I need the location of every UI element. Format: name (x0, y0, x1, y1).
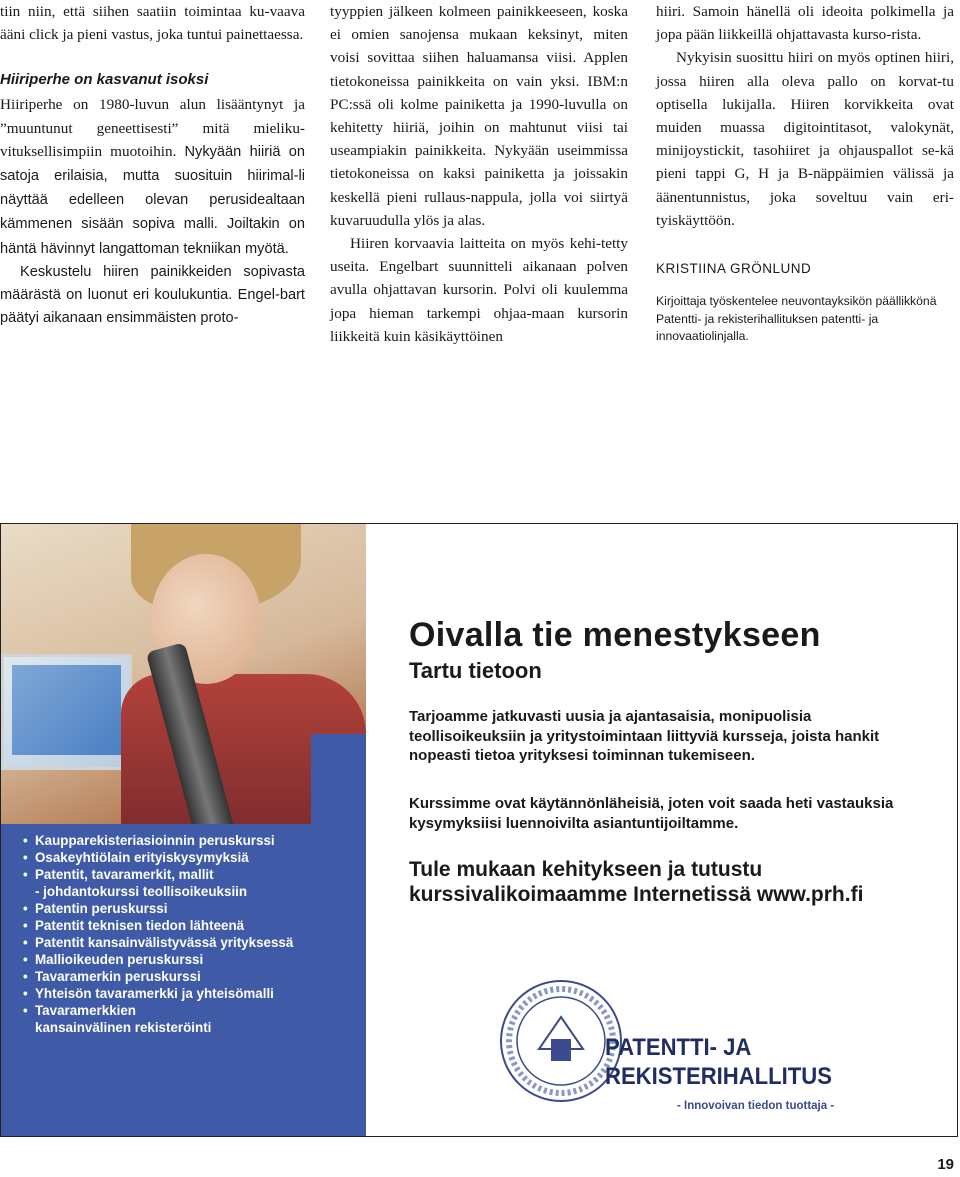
course-item: • Mallioikeuden peruskurssi (23, 951, 368, 968)
organization-name-line-2: REKISTERIHALLITUS (605, 1063, 832, 1090)
section-subheading: Hiiriperhe on kasvanut isoksi (0, 71, 209, 89)
course-item-continuation: kansainvälinen rekisteröinti (35, 1020, 212, 1035)
course-item: • Tavaramerkkien (23, 1002, 368, 1019)
ad-photo-scientist-microscope (1, 524, 366, 1136)
course-item: • Yhteisön tavaramerkki ja yhteisömalli (23, 985, 368, 1002)
paragraph: tyyppien jälkeen kolmeen painikkeeseen, koska ei omien sanojensa mukaan keksinyt, miten voisi sovittaa siihen haluamansa viisi. Applen tietokoneissa painikkeita on vain yksi. IBM:n PC:ssä oli kolme painiketta ja 1990-luvulla on kehitetty hiiriä, joihin on mahtunut viisi tai useampiakin painikkeita. Nykyään useimmissa tietokoneissa on kaksi painiketta ja joissakin keskellä pieni rullaus-nappula, jolla voi siirtyä kuvaruudulla ylös ja alas. (330, 3, 628, 229)
cta-text: Tule mukaan kehitykseen ja tutustu kurssivalikoimaamme Internetissä (409, 858, 763, 906)
course-item: • Tavaramerkin peruskurssi (23, 968, 368, 985)
course-item: • Patentin peruskurssi (23, 900, 368, 917)
ad-paragraph: Tarjoamme jatkuvasti uusia ja ajantasaisia, monipuolisia teollisoikeuksiin ja yritystoimintaan liittyviä kursseja, joista hankit nopeasti tietoa yrityksesi toiminnan tukemiseen. (409, 708, 880, 764)
page-number: 19 (937, 1156, 954, 1173)
paragraph: tiin niin, että siihen saatiin toimintaa ku-vaava ääni click ja pieni vastus, joka tuntui painettaessa. (0, 3, 305, 44)
ad-headline: Oivalla tie menestykseen (409, 616, 821, 654)
ad-paragraph: Kurssimme ovat käytännönläheisiä, joten voit saada heti vastauksia kysymyksiisi luennoivilta asiantuntijoiltamme. (409, 795, 894, 832)
paragraph-text: Hiiriperhe on 1980-luvun alun lisääntynyt ja ”muuntunut geneettisesti” mitä mieliku-vituksellisimpiin muotoihin. (0, 96, 305, 160)
paragraph: Nykyisin suosittu hiiri on myös optinen hiiri, jossa hiiren alla oleva pallo on korvat-tu optisella lukijalla. Hiiren korvikkeita ovat muiden muassa digitointitasot, valokynät, minijoystickit, tasohiiret ja ohjauspallot se-kä pieni tappi G, H ja B-näppäimien välissä ja äänentunnistus, joka soveltuu vain eri-tyiskäyttöön. (656, 49, 954, 229)
paragraph (0, 93, 305, 260)
author-note: Kirjoittaja työskentelee neuvontayksikön päällikkönä Patentti- ja rekisterihallituksen patentti- ja innovaatiolinjalla. (656, 294, 937, 344)
paragraph: Keskustelu hiiren painikkeiden sopivasta määrästä on luonut eri koulukuntia. Engel-bart päätyi aikanaan ensimmäisten proto- (0, 263, 305, 327)
ad-subheading: Tartu tietoon (409, 658, 542, 683)
monitor-shape (1, 654, 132, 770)
paragraph-text-sans: Nykyään hiiriä on satoja erilaisia, mutta suosituin hiirimal-li näyttää edelleen olevan perusidealtaan kämmenen sisään sopiva malli. Joiltakin on häntä hävinnyt langattoman tekniikan myötä. (0, 143, 305, 257)
paragraph: hiiri. Samoin hänellä oli ideoita polkimella ja jopa pään liikkeillä ohjattavasta kurso-rista. (656, 3, 954, 44)
course-item: • Patentit, tavaramerkit, mallit (23, 866, 368, 883)
author-name: KRISTIINA GRÖNLUND (656, 261, 812, 277)
article-column-3 (656, 0, 954, 346)
ad-call-to-action (409, 858, 879, 907)
organization-tagline: - Innovoivan tiedon tuottaja - (677, 1100, 835, 1112)
advertisement (0, 523, 958, 1137)
organization-name-line-1: PATENTTI- JA (605, 1034, 752, 1061)
course-item: • Patentit teknisen tiedon lähteenä (23, 917, 368, 934)
website-link[interactable]: www.prh.fi (756, 882, 864, 906)
article-column-1 (0, 0, 305, 330)
course-item: • Patentit kansainvälistyvässä yrityksessä (23, 934, 368, 951)
course-item-continuation: - johdantokurssi teollisoikeuksiin (35, 884, 248, 899)
course-list (23, 832, 368, 1036)
article-column-2 (330, 0, 628, 348)
paragraph: Hiiren korvaavia laitteita on myös kehi-tetty useita. Engelbart suunnitteli aikanaan polven avulla ohjattavan kursorin. Polvi oli kuulemma jopa hieman tarkempi ohjaa-maan kursorin liikkeitä kuin käsikäyttöinen (330, 235, 628, 345)
course-item: • Osakeyhtiölain erityiskysymyksiä (23, 849, 368, 866)
course-item: • Kaupparekisteriasioinnin peruskurssi (23, 832, 368, 849)
